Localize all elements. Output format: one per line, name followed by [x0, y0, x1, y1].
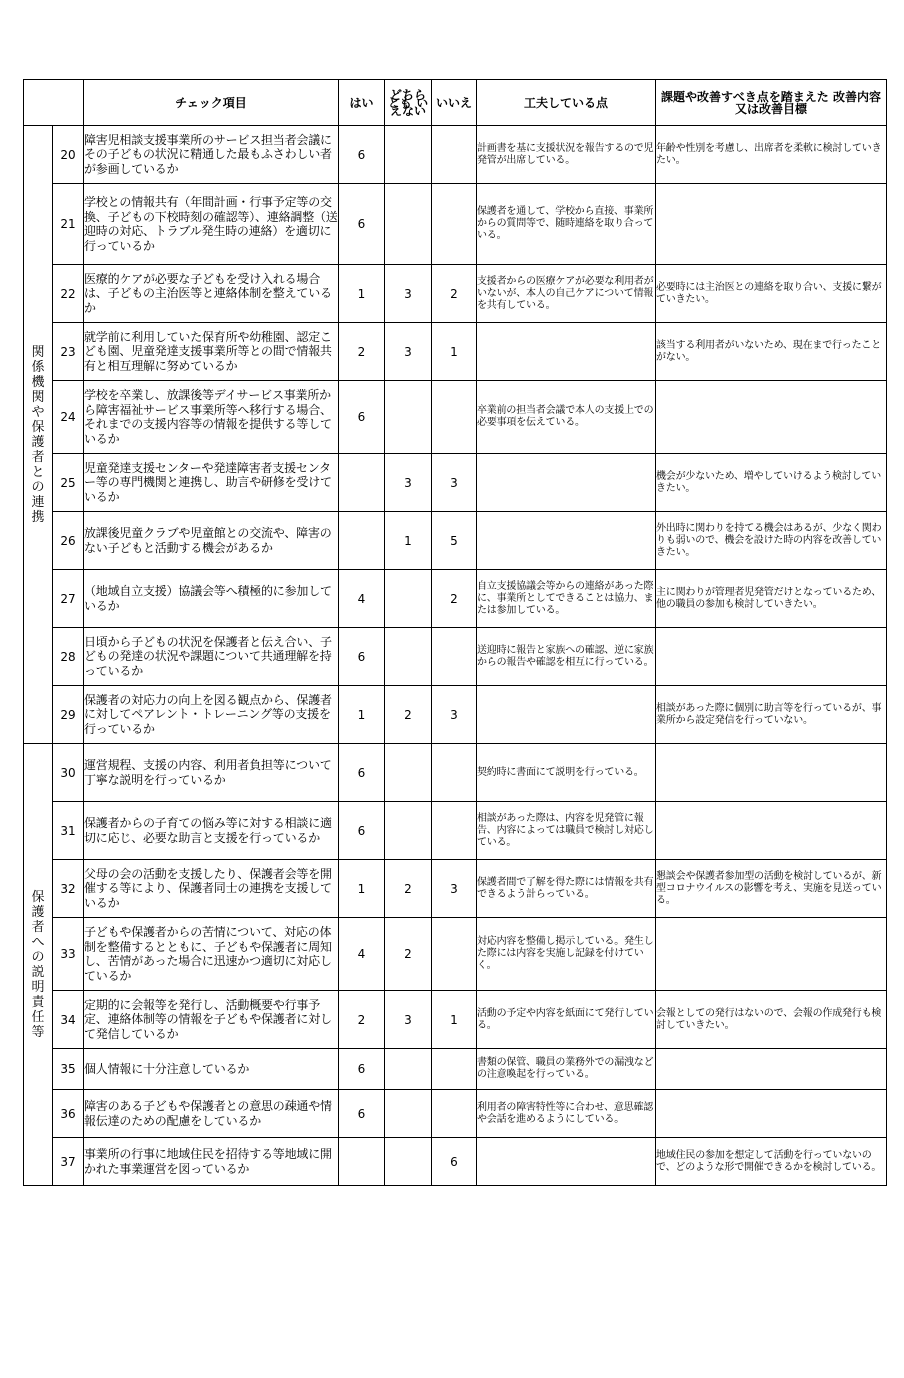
- check-item-text: 父母の会の活動を支援したり、保護者会等を開催する等により、保護者同士の連携を支援しているか: [84, 860, 339, 918]
- answer-no: [432, 802, 477, 860]
- table-row: [24, 1049, 887, 1090]
- answer-no: 1: [432, 991, 477, 1049]
- issue-text: 外出時に関わりを持てる機会はあるが、少なく関わりも弱いので、機会を設けた時の内容を改善していきたい。: [656, 512, 887, 570]
- answer-no: [432, 184, 477, 265]
- table-row: [24, 686, 887, 744]
- effort-text: [477, 686, 656, 744]
- item-number: 35: [53, 1049, 84, 1090]
- answer-no: 3: [432, 686, 477, 744]
- answer-neither: [385, 802, 432, 860]
- effort-text: 保護者間で了解を得た際には情報を共有できるよう計らっている。: [477, 860, 656, 918]
- check-item-text: 学校との情報共有（年間計画・行事予定等の交換、子どもの下校時刻の確認等）、連絡調整（送迎時の対応、トラブル発生時の連絡）を適切に行っているか: [84, 184, 339, 265]
- answer-no: [432, 1090, 477, 1138]
- answer-no: [432, 126, 477, 184]
- check-item-text: 個人情報に十分注意しているか: [84, 1049, 339, 1090]
- item-number: 22: [53, 265, 84, 323]
- answer-neither: [385, 381, 432, 454]
- issue-text: [656, 628, 887, 686]
- answer-neither: [385, 1090, 432, 1138]
- issue-text: 年齢や性別を考慮し、出席者を柔軟に検討していきたい。: [656, 126, 887, 184]
- answer-no: [432, 1049, 477, 1090]
- answer-yes: [339, 1138, 385, 1186]
- answer-neither: 2: [385, 918, 432, 991]
- answer-neither: 2: [385, 686, 432, 744]
- check-item-text: 日頃から子どもの状況を保護者と伝え合い、子どもの発達の状況や課題について共通理解を持っているか: [84, 628, 339, 686]
- table-row: [24, 991, 887, 1049]
- answer-yes: 1: [339, 265, 385, 323]
- answer-no: 3: [432, 860, 477, 918]
- check-item-text: 障害のある子どもや保護者との意思の疎通や情報伝達のための配慮をしているか: [84, 1090, 339, 1138]
- answer-yes: 6: [339, 628, 385, 686]
- issue-text: 地域住民の参加を想定して活動を行っていないので、どのような形で開催できるかを検討している。: [656, 1138, 887, 1186]
- answer-no: [432, 918, 477, 991]
- answer-yes: 1: [339, 860, 385, 918]
- issue-text: 該当する利用者がいないため、現在まで行ったことがない。: [656, 323, 887, 381]
- answer-yes: 6: [339, 126, 385, 184]
- header-issues: 課題や改善すべき点を踏まえた 改善内容又は改善目標: [656, 80, 887, 126]
- answer-neither: [385, 744, 432, 802]
- answer-neither: 2: [385, 860, 432, 918]
- answer-yes: 2: [339, 323, 385, 381]
- effort-text: 活動の予定や内容を紙面にて発行している。: [477, 991, 656, 1049]
- check-item-text: 障害児相談支援事業所のサービス担当者会議にその子どもの状況に精通した最もふさわしい者が参画しているか: [84, 126, 339, 184]
- effort-text: 対応内容を整備し掲示している。発生した際には内容を実施し記録を付けていく。: [477, 918, 656, 991]
- effort-text: 書類の保管、職員の業務外での漏洩などの注意喚起を行っている。: [477, 1049, 656, 1090]
- header-efforts: 工夫している点: [477, 80, 656, 126]
- issue-text: 懇談会や保護者参加型の活動を検討しているが、新型コロナウイルスの影響を考え、実施を見送っている。: [656, 860, 887, 918]
- effort-text: [477, 1138, 656, 1186]
- table-row: [24, 381, 887, 454]
- item-number: 25: [53, 454, 84, 512]
- item-number: 29: [53, 686, 84, 744]
- effort-text: [477, 454, 656, 512]
- check-item-text: 就学前に利用していた保育所や幼稚園、認定こども園、児童発達支援事業所等との間で情報共有と相互理解に努めているか: [84, 323, 339, 381]
- check-item-text: 保護者の対応力の向上を図る観点から、保護者に対してペアレント・トレーニング等の支援を行っているか: [84, 686, 339, 744]
- check-item-text: 事業所の行事に地域住民を招待する等地域に開かれた事業運営を図っているか: [84, 1138, 339, 1186]
- effort-text: [477, 512, 656, 570]
- check-item-text: 子どもや保護者からの苦情について、対応の体制を整備するとともに、子どもや保護者に周知し、苦情があった場合に迅速かつ適切に対応しているか: [84, 918, 339, 991]
- check-item-text: 児童発達支援センターや発達障害者支援センター等の専門機関と連携し、助言や研修を受けているか: [84, 454, 339, 512]
- answer-no: 3: [432, 454, 477, 512]
- issue-text: 機会が少ないため、増やしていけるよう検討していきたい。: [656, 454, 887, 512]
- answer-yes: [339, 454, 385, 512]
- item-number: 21: [53, 184, 84, 265]
- answer-yes: 4: [339, 570, 385, 628]
- effort-text: 契約時に書面にて説明を行っている。: [477, 744, 656, 802]
- item-number: 23: [53, 323, 84, 381]
- section-title: [24, 126, 53, 744]
- answer-no: [432, 744, 477, 802]
- answer-no: 6: [432, 1138, 477, 1186]
- answer-yes: 6: [339, 1049, 385, 1090]
- answer-no: [432, 381, 477, 454]
- answer-neither: [385, 126, 432, 184]
- effort-text: 利用者の障害特性等に合わせ、意思確認や会話を進めるようにしている。: [477, 1090, 656, 1138]
- answer-yes: 6: [339, 381, 385, 454]
- answer-yes: 6: [339, 184, 385, 265]
- header-blank: [24, 80, 84, 126]
- table-row: [24, 570, 887, 628]
- item-number: 33: [53, 918, 84, 991]
- answer-yes: 4: [339, 918, 385, 991]
- answer-yes: 6: [339, 744, 385, 802]
- check-item-text: 放課後児童クラブや児童館との交流や、障害のない子どもと活動する機会があるか: [84, 512, 339, 570]
- answer-neither: 1: [385, 512, 432, 570]
- answer-no: 5: [432, 512, 477, 570]
- answer-yes: 6: [339, 1090, 385, 1138]
- table-row: [24, 454, 887, 512]
- answer-no: 2: [432, 570, 477, 628]
- table-row: [24, 184, 887, 265]
- self-evaluation-table: [23, 79, 887, 1186]
- header-no: いいえ: [432, 80, 477, 126]
- answer-neither: [385, 184, 432, 265]
- effort-text: 送迎時に報告と家族への確認、逆に家族からの報告や確認を相互に行っている。: [477, 628, 656, 686]
- item-number: 27: [53, 570, 84, 628]
- issue-text: [656, 1049, 887, 1090]
- table-row: [24, 628, 887, 686]
- answer-neither: [385, 1138, 432, 1186]
- table-row: [24, 1090, 887, 1138]
- answer-neither: 3: [385, 991, 432, 1049]
- header-yes: はい: [339, 80, 385, 126]
- header-neither: どちらとも いえない: [385, 80, 432, 126]
- item-number: 28: [53, 628, 84, 686]
- check-item-text: 定期的に会報等を発行し、活動概要や行事予定、連絡体制等の情報を子どもや保護者に対して発信しているか: [84, 991, 339, 1049]
- answer-yes: 2: [339, 991, 385, 1049]
- item-number: 24: [53, 381, 84, 454]
- table-row: [24, 918, 887, 991]
- issue-text: [656, 802, 887, 860]
- answer-yes: [339, 512, 385, 570]
- answer-no: 2: [432, 265, 477, 323]
- table-row: [24, 744, 887, 802]
- check-item-text: 学校を卒業し、放課後等デイサービス事業所から障害福祉サービス事業所等へ移行する場合、それまでの支援内容等の情報を提供する等しているか: [84, 381, 339, 454]
- check-item-text: （地域自立支援）協議会等へ積極的に参加しているか: [84, 570, 339, 628]
- effort-text: 保護者を通して、学校から直接、事業所からの質問等で、随時連絡を取り合っている。: [477, 184, 656, 265]
- answer-yes: 1: [339, 686, 385, 744]
- item-number: 36: [53, 1090, 84, 1138]
- issue-text: [656, 381, 887, 454]
- effort-text: [477, 323, 656, 381]
- table-row: [24, 860, 887, 918]
- table-row: [24, 512, 887, 570]
- answer-neither: 3: [385, 323, 432, 381]
- issue-text: 会報としての発行はないので、会報の作成発行も検討していきたい。: [656, 991, 887, 1049]
- effort-text: 自立支援協議会等からの連絡があった際に、事業所としてできることは協力、または参加している。: [477, 570, 656, 628]
- item-number: 26: [53, 512, 84, 570]
- section-title-text: 関係機関や保護者との連携: [31, 344, 45, 525]
- answer-neither: [385, 1049, 432, 1090]
- issue-text: 必要時には主治医との連絡を取り合い、支援に繋がていきたい。: [656, 265, 887, 323]
- section-title-text: 保護者への説明責任等: [31, 889, 45, 1040]
- issue-text: [656, 1090, 887, 1138]
- effort-text: 卒業前の担当者会議で本人の支援上での必要事項を伝えている。: [477, 381, 656, 454]
- table-row: [24, 323, 887, 381]
- effort-text: 相談があった際は、内容を児発管に報告、内容によっては職員で検討し対応している。: [477, 802, 656, 860]
- answer-no: [432, 628, 477, 686]
- check-item-text: 医療的ケアが必要な子どもを受け入れる場合は、子どもの主治医等と連絡体制を整えているか: [84, 265, 339, 323]
- answer-yes: 6: [339, 802, 385, 860]
- item-number: 20: [53, 126, 84, 184]
- answer-neither: [385, 570, 432, 628]
- item-number: 37: [53, 1138, 84, 1186]
- header-check-item: チェック項目: [84, 80, 339, 126]
- check-item-text: 保護者からの子育ての悩み等に対する相談に適切に応じ、必要な助言と支援を行っているか: [84, 802, 339, 860]
- table-row: [24, 126, 887, 184]
- check-item-text: 運営規程、支援の内容、利用者負担等について丁寧な説明を行っているか: [84, 744, 339, 802]
- issue-text: [656, 744, 887, 802]
- effort-text: 計画書を基に支援状況を報告するので児発管が出席している。: [477, 126, 656, 184]
- section-title: [24, 744, 53, 1186]
- item-number: 34: [53, 991, 84, 1049]
- item-number: 32: [53, 860, 84, 918]
- table-row: [24, 1138, 887, 1186]
- item-number: 31: [53, 802, 84, 860]
- header-row: [24, 80, 887, 126]
- answer-neither: [385, 628, 432, 686]
- item-number: 30: [53, 744, 84, 802]
- issue-text: [656, 918, 887, 991]
- answer-no: 1: [432, 323, 477, 381]
- issue-text: 相談があった際に個別に助言等を行っているが、事業所から設定発信を行っていない。: [656, 686, 887, 744]
- table-row: [24, 802, 887, 860]
- issue-text: [656, 184, 887, 265]
- effort-text: 支援者からの医療ケアが必要な利用者がいないが、本人の自己ケアについて情報を共有している。: [477, 265, 656, 323]
- issue-text: 主に関わりが管理者児発管だけとなっているため、他の職員の参加も検討していきたい。: [656, 570, 887, 628]
- answer-neither: 3: [385, 265, 432, 323]
- answer-neither: 3: [385, 454, 432, 512]
- table-row: [24, 265, 887, 323]
